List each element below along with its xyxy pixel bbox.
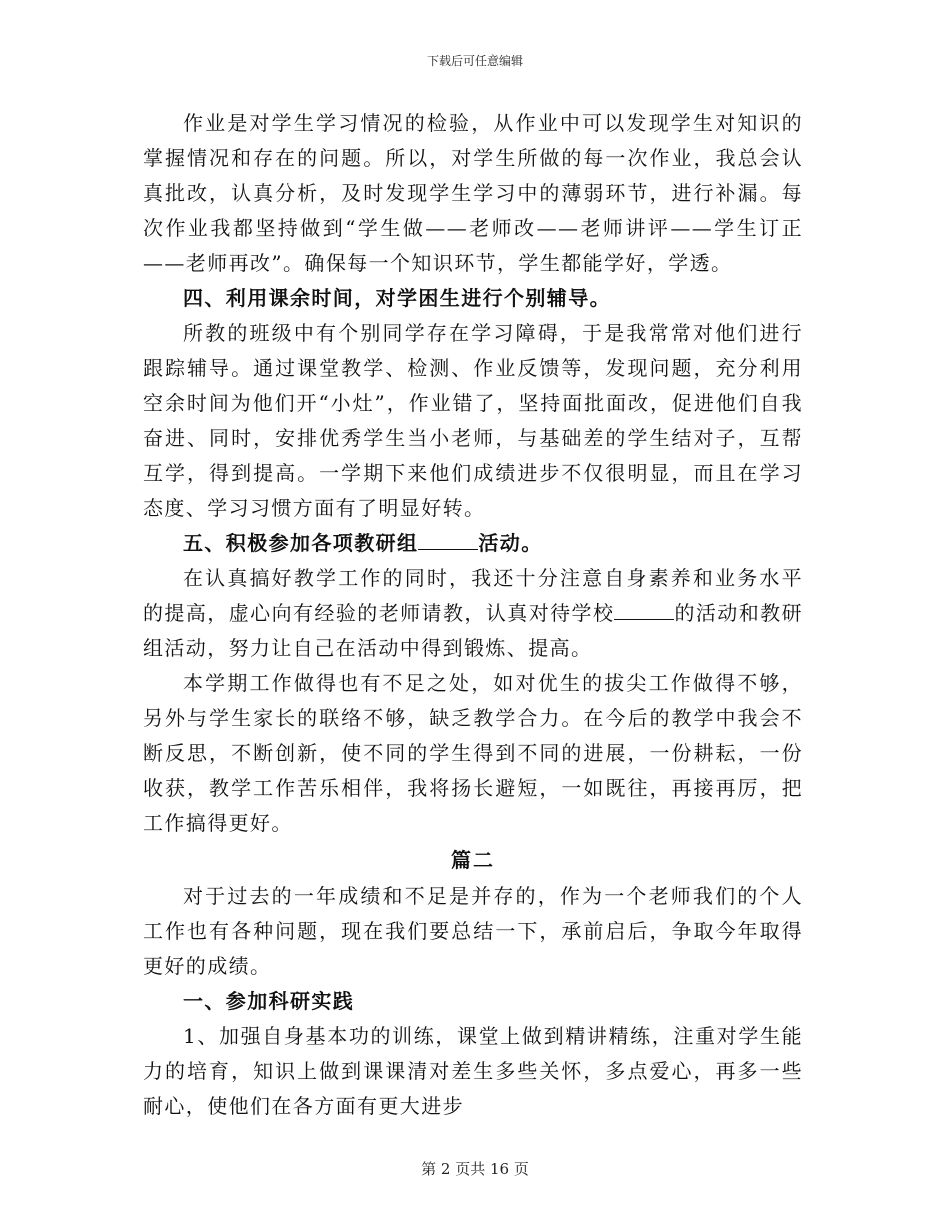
heading-section-five-start: 五、积极参加各项教研组 [183, 531, 419, 555]
paragraph-homework: 作业是对学生学习情况的检验，从作业中可以发现学生对知识的掌握情况和存在的问题。所以，对学生所做的每一次作业，我总会认真批改，认真分析，及时发现学生学习中的薄弱环节，进行补漏。每次作业我都坚持做到“学生做——老师改——老师讲评——学生订正——老师再改”。确保每一个知识环节，学生都能学好，学透。 [143, 111, 803, 275]
fill-in-blank [614, 597, 674, 620]
paragraph-shortcomings: 本学期工作做得也有不足之处，如对优生的拔尖工作做得不够，另外与学生家长的联络不够，缺乏教学合力。在今后的教学中我会不断反思，不断创新，使不同的学生得到不同的进展，一份耕耘，一份收获，教学工作苦乐相伴，我将扬长避短，一如既往，再接再厉，把工作搞得更好。 [143, 671, 803, 835]
heading-section-five-end: 活动。 [478, 531, 543, 555]
page-number: 第 2 页共 16 页 [421, 1160, 529, 1178]
document-body [143, 106, 803, 1124]
paragraph-tutoring: 所教的班级中有个别同学存在学习障碍，于是我常常对他们进行跟踪辅导。通过课堂教学、检测、作业反馈等，发现问题，充分利用空余时间为他们开“小灶”，作业错了，坚持面批面改，促进他们自我奋进、同时，安排优秀学生当小老师，与基础差的学生结对子，互帮互学，得到提高。一学期下来他们成绩进步不仅很明显，而且在学习态度、学习习惯方面有了明显好转。 [143, 321, 803, 520]
section-two-title: 篇二 [451, 848, 495, 872]
heading-section-four: 四、利用课余时间，对学困生进行个别辅导。 [183, 286, 611, 310]
fill-in-blank [418, 527, 478, 550]
paragraph-intro-two: 对于过去的一年成绩和不足是并存的，作为一个老师我们的个人工作也有各种问题，现在我们要总结一下，承前启后，争取今年取得更好的成绩。 [143, 884, 803, 978]
page-header: 下载后可任意编辑 [426, 54, 523, 68]
paragraph-basic-skills: 1、加强自身基本功的训练，课堂上做到精讲精练，注重对学生能力的培育，知识上做到课课清对差生多些关怀，多点爱心，再多一些耐心，使他们在各方面有更大进步 [143, 1024, 803, 1118]
heading-section-five [143, 526, 803, 561]
heading-research-practice: 一、参加科研实践 [183, 989, 355, 1013]
paragraph-teaching-research-end: 的活动和教研组活动，努力让自己在活动中得到锻炼、提高。 [143, 601, 803, 660]
paragraph-teaching-research-start: 在认真搞好教学工作的同时，我还十分注意自身素养和业务水平的提高，虚心向有经验的老师请教，认真对待学校 [143, 566, 803, 625]
paragraph-teaching-research [143, 561, 803, 666]
